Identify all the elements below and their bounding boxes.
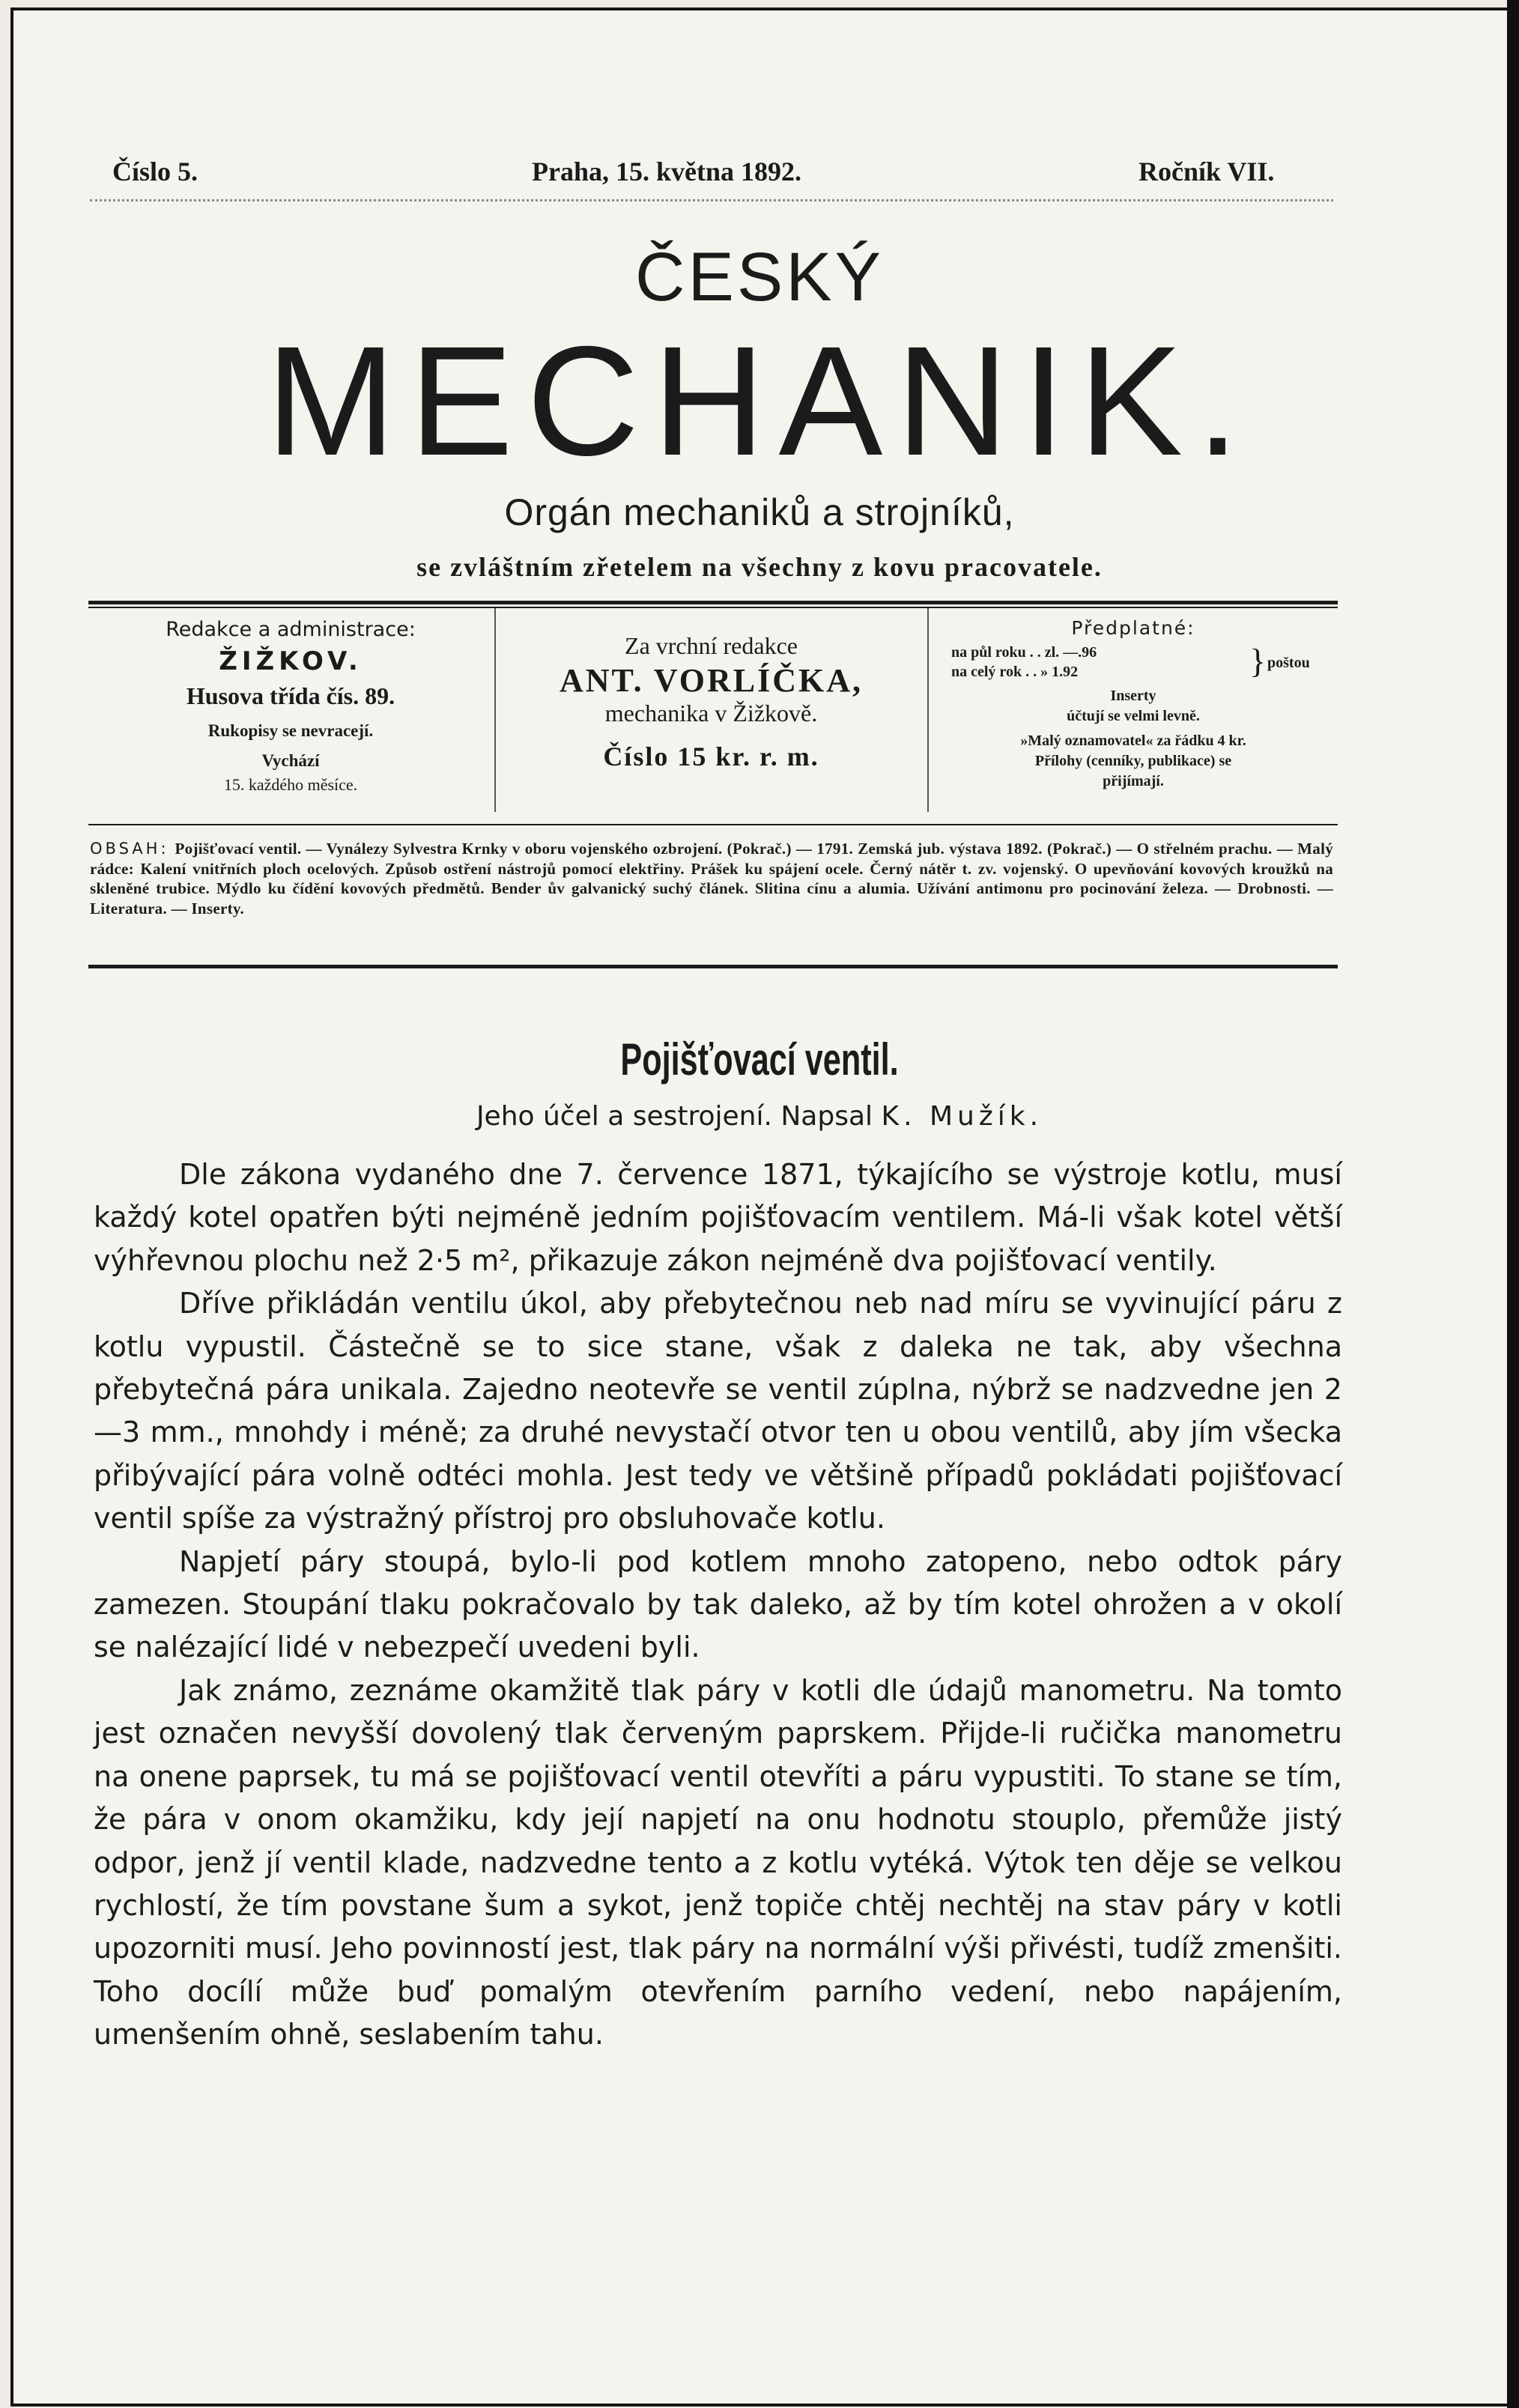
table-of-contents (90, 839, 1333, 919)
masthead-tagline: se zvláštním zřetelem na všechny z kovu pracovatele. (416, 552, 1103, 582)
admin-label: Redakce a administrace: (166, 618, 416, 641)
publishes-when: 15. každého měsíce. (223, 774, 358, 794)
divider (88, 824, 1338, 825)
article-subtitle-text: Jeho účel a sestrojení. Napsal (476, 1101, 873, 1132)
contents-text: Pojišťovací ventil. — Vynálezy Sylvestra Krnky v oboru vojenského ozbrojení. (Pokrač.) — 1791. Zemská jub. výstava 1892. (Pokrač.) — O střelném prachu. — Malý rádce: Kalení vnitřních ploch ocelových. Způsob ostření nástrojů pomocí elektřiny. Prášek ku spájení ocele. Černý nátěr t. zv. vojenský. O upevňování kovových kroužků na skleněné trubice. Mýdlo ku čídění kovových předmětů. Bender ův galvanický suchý článek. Slitina cínu a alumia. Užívání antimonu pro pocinování železa. — Drobnosti. — Literatura. — Inserty. (90, 840, 1333, 918)
article-body (94, 1153, 1342, 2057)
masthead-subtitle: Orgán mechaniků a strojníků, (504, 491, 1015, 533)
admin-place: ŽIŽKOV. (219, 646, 363, 676)
paragraph: Napjetí páry stoupá, bylo-li pod kotlem mnoho zatopeno, nebo odtok páry zamezen. Stoupání tlaku pokračovalo by tak daleko, až by tím kotel ohrožen a v okolí se nalézající lidé v nebezpečí uvedeni byli. (94, 1544, 1342, 1664)
issue-number: Číslo 5. (112, 157, 198, 186)
divider (88, 607, 1338, 608)
place-date: Praha, 15. května 1892. (532, 157, 801, 186)
paragraph: Dle zákona vydaného dne 7. července 1871, týkajícího se výstroje kotlu, musí každý kotel opatřen býti nejméně jedním pojišťovacím ventilem. Má-li však kotel větší výhřevnou plochu než 2·5 m², přikazuje zákon nejméně dva pojišťovací ventily. (94, 1158, 1342, 1277)
divider (90, 199, 1333, 201)
ads-note: účtují se velmi levně. (1067, 707, 1200, 724)
editor-name: ANT. VORLÍČKA, (560, 662, 863, 699)
subscription-prices (929, 641, 1338, 686)
supplements-note-2: přijímají. (1103, 772, 1164, 789)
ads-label: Inserty (1110, 687, 1156, 704)
paragraph: Dříve přikládán ventilu úkol, aby přebytečnou neb nad míru se vyvinující páru z kotlu vypustil. Částečně se to sice stane, však z daleka ne tak, aby všechna přebytečná pára unikala. Zajedno neotevře se ventil zúplna, nýbrž se nadzvedne jen 2—3 mm., mnohdy i méně; za druhé nevystačí otvor ten u obou ventilů, aby jím všecka přibývající pára volně odtéci mohla. Jest tedy ve většině případů pokládati pojišťovací ventil spíše za výstražný přístroj pro obsluhovače kotlu. (94, 1287, 1342, 1535)
admin-street: Husova třída čís. 89. (186, 682, 395, 710)
issue-price: Číslo 15 kr. r. m. (603, 741, 819, 771)
manuscripts-note: Rukopisy se nevracejí. (207, 721, 374, 741)
editor-role: mechanika v Žižkově. (604, 700, 818, 727)
article-title: Pojišťovací ventil. (620, 1034, 899, 1085)
price-half-year: na půl roku . . zl. —.96 (951, 643, 1097, 661)
subscription-label: Předplatné: (1071, 617, 1195, 639)
article-subtitle (0, 1101, 1519, 1132)
info-middle (496, 616, 927, 816)
supplements-note: Přílohy (cenníky, publikace) se (1034, 752, 1232, 769)
brace-icon: } (1249, 641, 1267, 680)
info-right (929, 616, 1338, 816)
divider (88, 601, 1338, 604)
editor-label: Za vrchní redakce (625, 632, 798, 659)
publishes-label: Vychází (261, 751, 320, 771)
postage-note: poštou (1267, 654, 1310, 671)
contents-label: OBSAH: (90, 840, 169, 858)
article-author: K. Mužík. (881, 1101, 1043, 1132)
volume: Ročník VII. (1139, 157, 1275, 186)
price-year: na celý rok . . » 1.92 (951, 663, 1079, 680)
small-ad-note: »Malý oznamovatel« za řádku 4 kr. (1020, 732, 1246, 749)
info-left (88, 616, 493, 816)
divider (88, 965, 1338, 968)
paragraph: Jak známo, zeznáme okamžitě tlak páry v kotli dle údajů manometru. Na tomto jest označen nevyšší dovolený tlak červeným paprskem. Přijde-li ručička manometru na onene paprsek, tu má se pojišťovací ventil otevříti a páru vypustiti. To stane se tím, že pára v onom okamžiku, kdy její napjetí na onu hodnotu stouplo, přemůže jistý odpor, jenž jí ventil klade, nadzvedne tento a z kotlu vytéká. Výtok ten děje se velkou rychlostí, že tím povstane šum a sykot, jenž topiče chtěj nechtěj na stav páry v kotli upozorniti musí. Jeho povinností jest, tlak páry na normální výši přivésti, tudíž zmenšiti. Toho docílí může buď pomalým otevřením parního vedení, nebo napájením, umenšením ohně, seslabením tahu. (94, 1673, 1342, 2051)
masthead-line1: ČESKÝ (635, 239, 884, 315)
masthead-title: MECHANIK. (266, 315, 1253, 488)
